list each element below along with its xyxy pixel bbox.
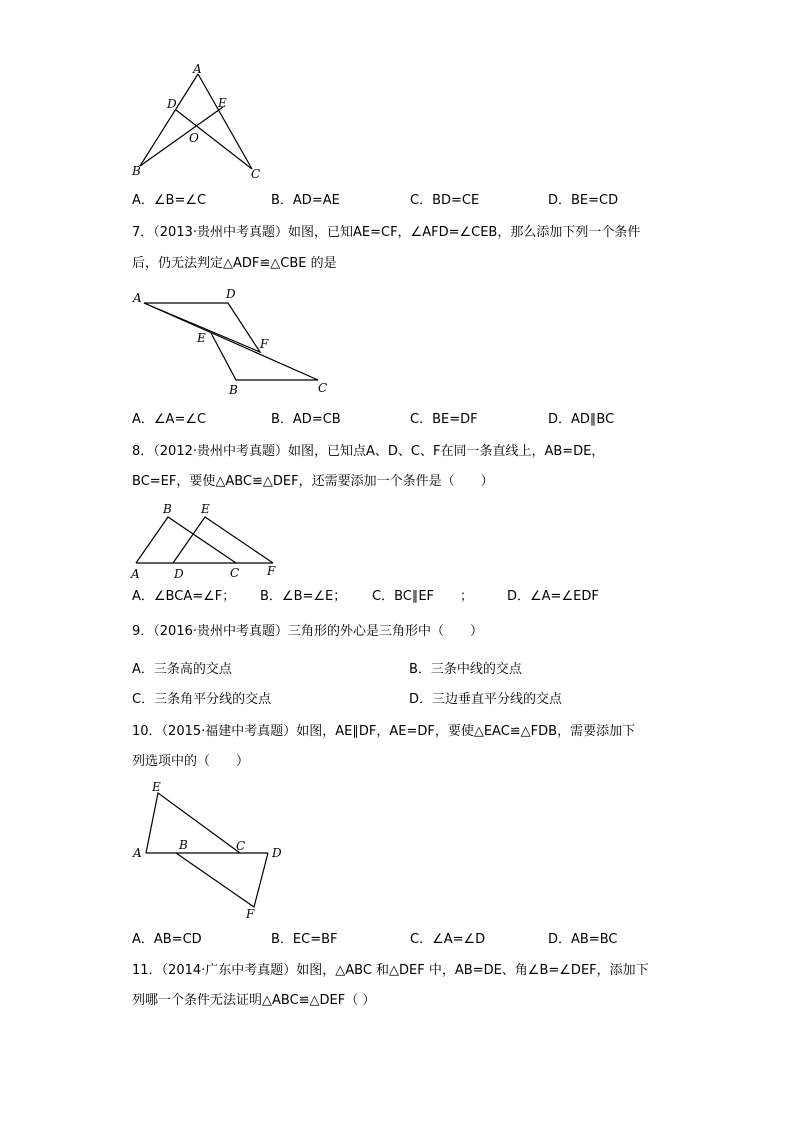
- label-D: D: [272, 846, 282, 860]
- q8-option-a[interactable]: A．∠BCA=∠F；: [132, 589, 236, 604]
- label-E: E: [197, 331, 206, 345]
- q9-option-d[interactable]: D．三边垂直平分线的交点: [409, 692, 563, 707]
- q8-stem-line2: BC=EF，要使△ABC≌△DEF，还需要添加一个条件是（ ）: [132, 474, 494, 489]
- label-D: D: [174, 567, 184, 581]
- q6-option-a[interactable]: A．∠B=∠C: [132, 193, 207, 208]
- q8-option-b[interactable]: B．∠B=∠E；: [260, 589, 347, 604]
- label-C: C: [236, 839, 246, 853]
- label-F: F: [260, 337, 269, 351]
- q7-option-b[interactable]: B．AD=CB: [271, 412, 341, 427]
- q11-stem-line2: 列哪一个条件无法证明△ABC≌△DEF（ ）: [132, 993, 376, 1008]
- label-B: B: [132, 164, 141, 178]
- label-C: C: [318, 381, 328, 395]
- label-A: A: [131, 567, 140, 581]
- q7-option-d[interactable]: D．AD∥BC: [548, 412, 615, 427]
- label-D: D: [226, 287, 236, 301]
- q10-option-a[interactable]: A．AB=CD: [132, 932, 202, 947]
- label-E: E: [152, 780, 161, 794]
- q8-stem-line1: 8．（2012·贵州中考真题）如图，已知点A、D、C、F在同一条直线上，AB=DE，: [132, 444, 605, 459]
- label-B: B: [163, 502, 172, 516]
- q9-option-c[interactable]: C．三条角平分线的交点: [132, 692, 272, 707]
- q10-stem-line2: 列选项中的（ ）: [132, 754, 250, 769]
- label-A: A: [133, 846, 142, 860]
- q10-option-c[interactable]: C．∠A=∠D: [410, 932, 486, 947]
- label-A: A: [133, 291, 142, 305]
- label-F: F: [246, 907, 255, 921]
- q11-stem-line1: 11．（2014·广东中考真题）如图，△ABC 和△DEF 中，AB=DE、角∠B=∠DEF，添加下: [132, 963, 649, 978]
- q6-option-b[interactable]: B．AD=AE: [271, 193, 340, 208]
- q7-stem-line1: 7．（2013·贵州中考真题）如图，已知AE=CF，∠AFD=∠CEB，那么添加下列一个条件: [132, 225, 641, 240]
- label-E: E: [218, 96, 227, 110]
- label-O: O: [189, 131, 199, 145]
- q10-stem-line1: 10．（2015·福建中考真题）如图，AE∥DF，AE=DF，要使△EAC≌△FDB，需要添加下: [132, 724, 636, 739]
- q7-option-a[interactable]: A．∠A=∠C: [132, 412, 207, 427]
- q8-option-c[interactable]: C．BC∥EF ；: [372, 589, 474, 604]
- q8-option-d[interactable]: D．∠A=∠EDF: [507, 589, 599, 604]
- label-C: C: [230, 566, 240, 580]
- label-F: F: [267, 564, 276, 578]
- q9-option-b[interactable]: B．三条中线的交点: [409, 662, 522, 677]
- q7-option-c[interactable]: C．BE=DF: [410, 412, 478, 427]
- label-B: B: [179, 838, 188, 852]
- q6-option-d[interactable]: D．BE=CD: [548, 193, 619, 208]
- q9-stem-line1: 9．（2016·贵州中考真题）三角形的外心是三角形中（ ）: [132, 624, 483, 639]
- label-B: B: [229, 383, 238, 397]
- label-C: C: [251, 167, 261, 181]
- label-A: A: [193, 62, 202, 76]
- q10-option-d[interactable]: D．AB=BC: [548, 932, 618, 947]
- q10-option-b[interactable]: B．EC=BF: [271, 932, 338, 947]
- label-E: E: [201, 502, 210, 516]
- q6-option-c[interactable]: C．BD=CE: [410, 193, 480, 208]
- label-D: D: [167, 97, 177, 111]
- q7-stem-line2: 后，仍无法判定△ADF≌△CBE 的是: [132, 256, 337, 271]
- q9-option-a[interactable]: A．三条高的交点: [132, 662, 232, 677]
